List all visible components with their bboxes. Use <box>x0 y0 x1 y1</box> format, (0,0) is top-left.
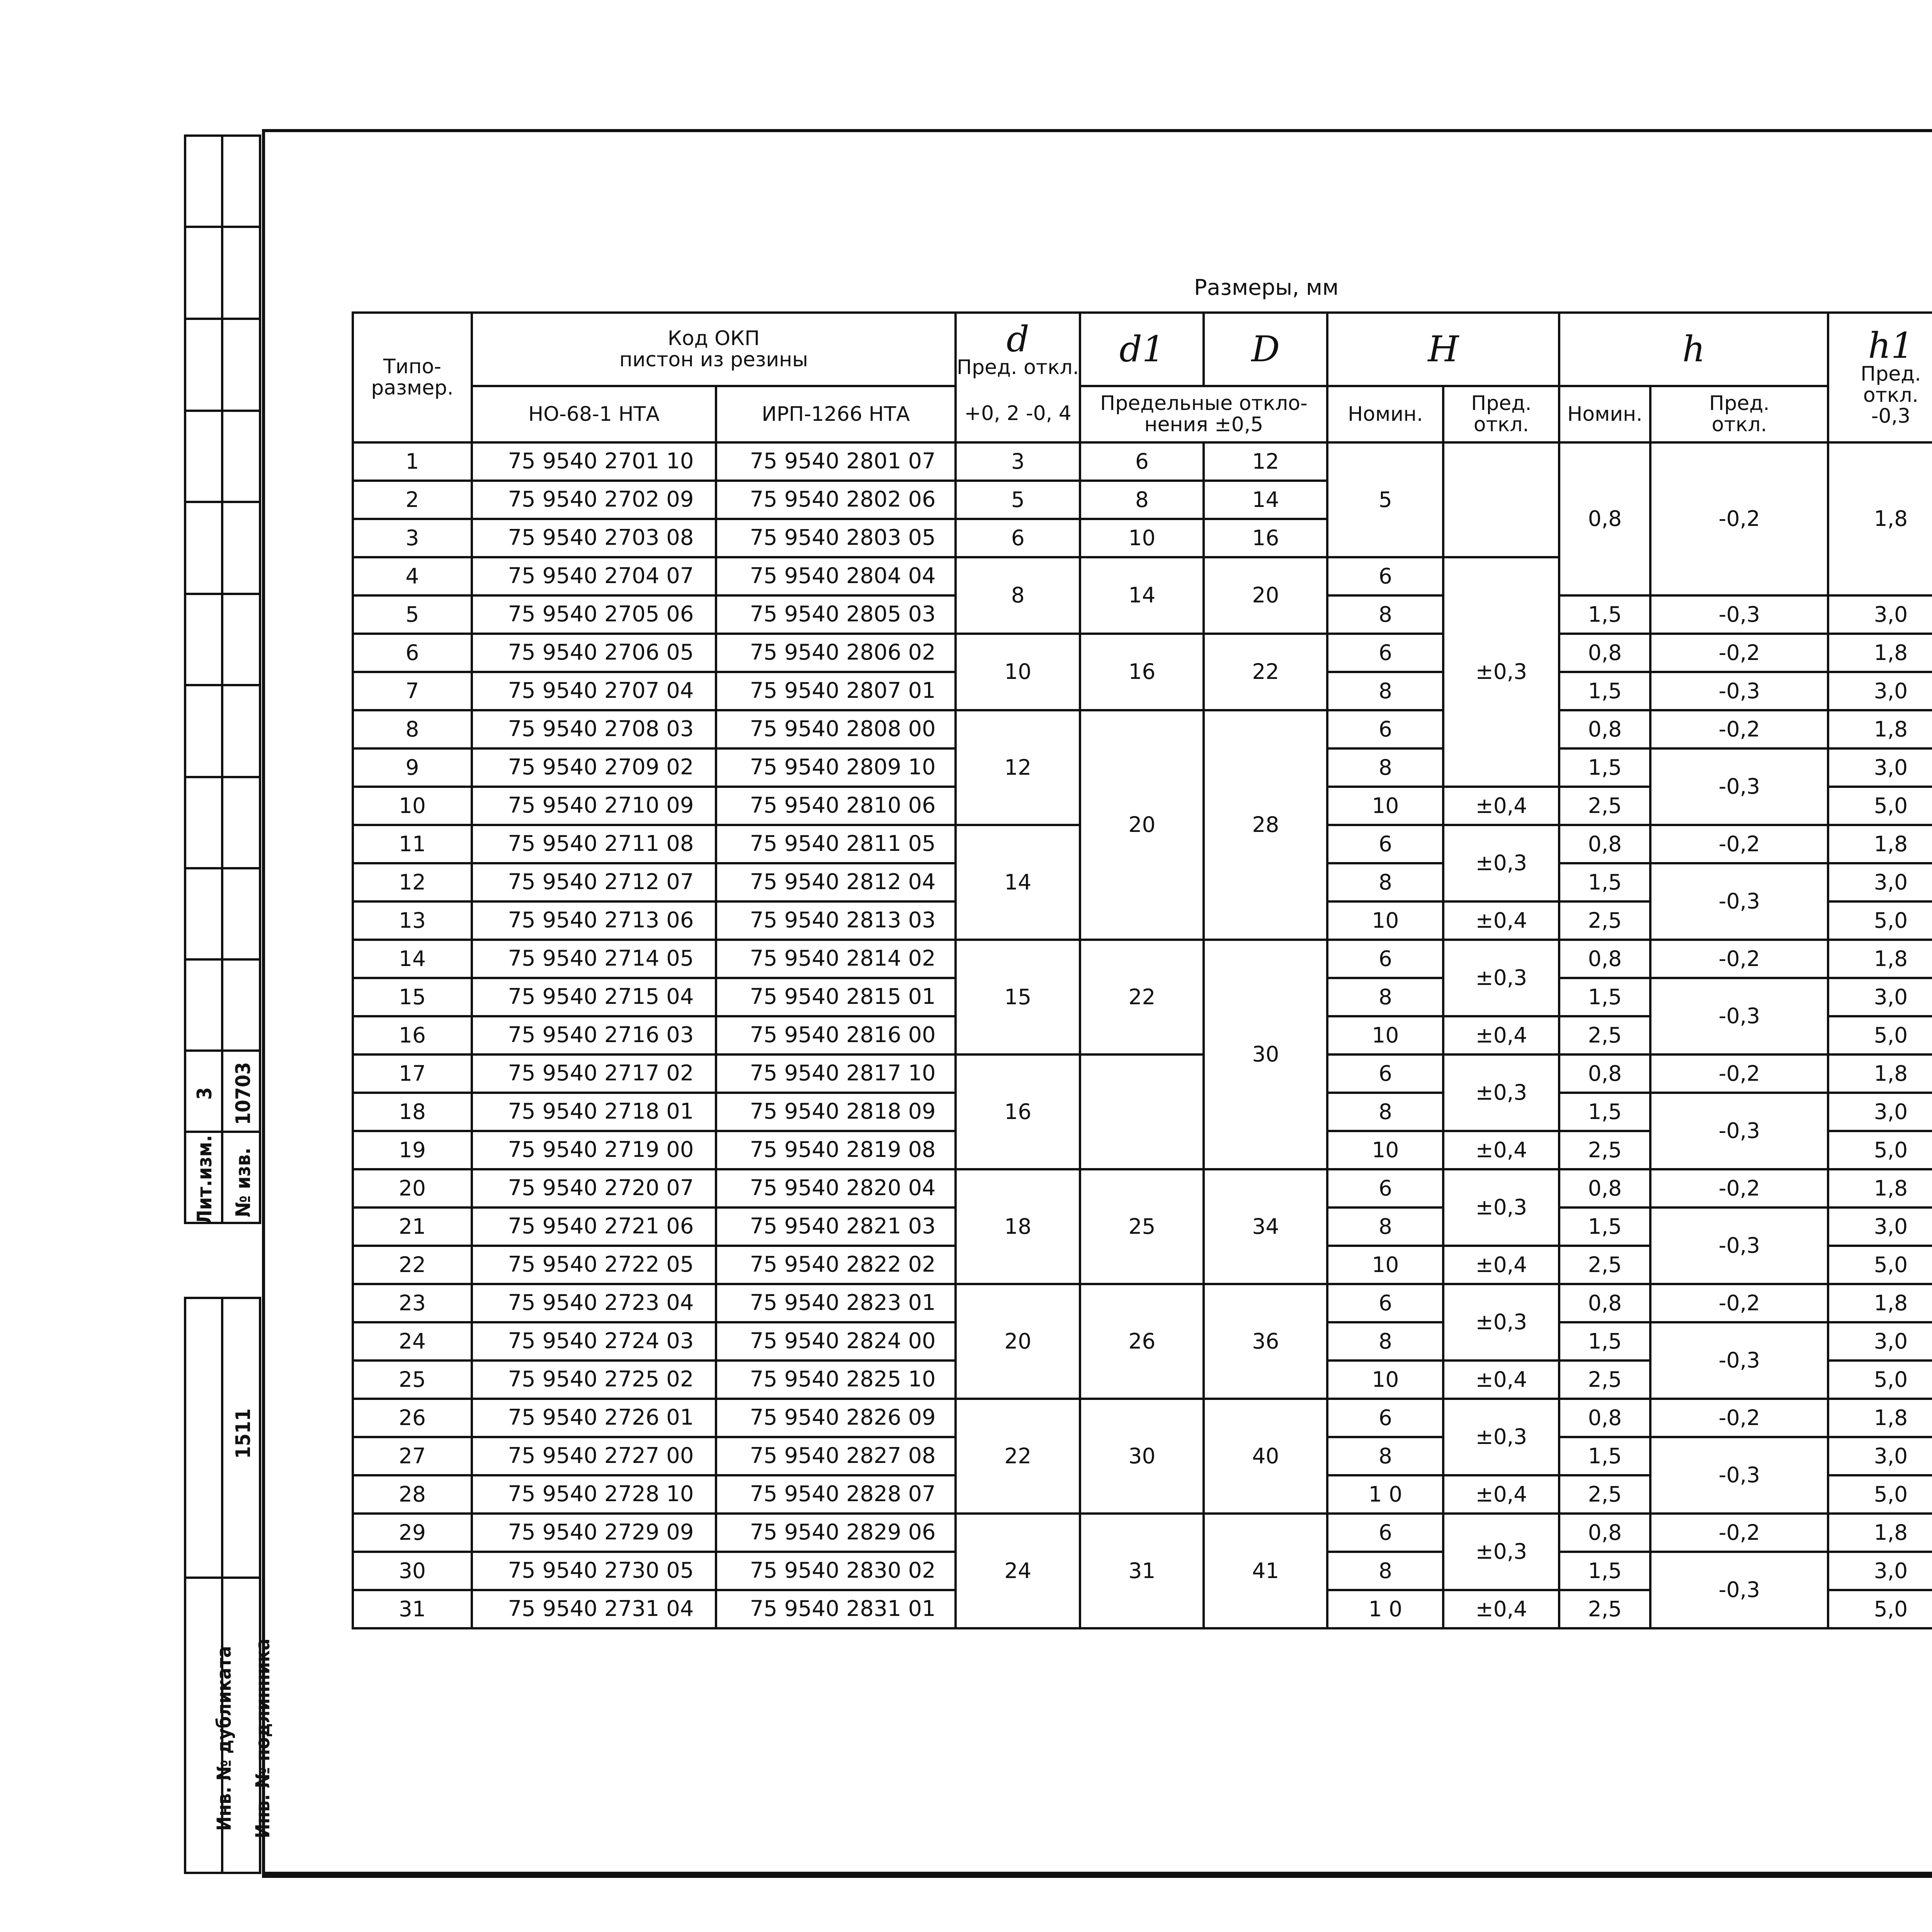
cell-okp-no68: 75 9540 2729 09 <box>472 1514 716 1552</box>
cell-H-tol: ±0,3 <box>1443 1054 1559 1131</box>
cell-H-nom: 6 <box>1327 557 1443 595</box>
cell-h-nom: 1,5 <box>1559 672 1650 710</box>
cell-h1: 3,0 <box>1828 1552 1932 1590</box>
cell-h-tol: -0,3 <box>1650 672 1828 710</box>
cell-type-size: 1 <box>353 442 472 481</box>
cell-okp-no68: 75 9540 2704 07 <box>472 557 716 595</box>
d-tol-value: +0, 2 -0, 4 <box>956 386 1080 442</box>
cell-okp-no68: 75 9540 2720 07 <box>472 1169 716 1208</box>
cell-type-size: 29 <box>353 1514 472 1552</box>
cell-h-tol: -0,3 <box>1650 863 1828 940</box>
cell-type-size: 16 <box>353 1016 472 1054</box>
cell-okp-no68: 75 9540 2709 02 <box>472 748 716 787</box>
cell-type-size: 18 <box>353 1093 472 1131</box>
cell-okp-no68: 75 9540 2717 02 <box>472 1054 716 1093</box>
cell-okp-irp1266: 75 9540 2813 03 <box>716 901 956 940</box>
cell-d1: 20 <box>1080 710 1204 940</box>
D-symbol: D <box>1251 328 1280 370</box>
cell-h1: 3,0 <box>1828 1322 1932 1361</box>
cell-okp-irp1266: 75 9540 2811 05 <box>716 825 956 863</box>
cell-h-nom: 0,8 <box>1559 825 1650 863</box>
cell-okp-no68: 75 9540 2713 06 <box>472 901 716 940</box>
cell-H-tol: ±0,4 <box>1443 1475 1559 1514</box>
cell-h-tol: -0,2 <box>1650 940 1828 978</box>
cell-h1: 1,8 <box>1828 1514 1932 1552</box>
cell-d1: 10 <box>1080 519 1204 557</box>
notice-value: 10703 <box>232 1062 255 1125</box>
cell-okp-no68: 75 9540 2721 06 <box>472 1208 716 1246</box>
cell-H-nom: 8 <box>1327 1322 1443 1361</box>
cell-h1: 1,8 <box>1828 634 1932 672</box>
cell-type-size: 28 <box>353 1475 472 1514</box>
cell-d: 12 <box>956 710 1080 825</box>
cell-h1: 1,8 <box>1828 825 1932 863</box>
cell-h1: 1,8 <box>1828 1054 1932 1093</box>
cell-okp-irp1266: 75 9540 2810 06 <box>716 787 956 825</box>
cell-okp-irp1266: 75 9540 2818 09 <box>716 1093 956 1131</box>
table-row <box>353 1399 1932 1437</box>
cell-h1: 5,0 <box>1828 787 1932 825</box>
cell-h-tol: -0,2 <box>1650 710 1828 748</box>
cell-h-nom: 1,5 <box>1559 1093 1650 1131</box>
cell-okp-no68: 75 9540 2723 04 <box>472 1284 716 1322</box>
cell-okp-no68: 75 9540 2711 08 <box>472 825 716 863</box>
dD-tol: Предельные откло- нения ±0,5 <box>1080 386 1327 442</box>
cell-okp-irp1266: 75 9540 2802 06 <box>716 481 956 519</box>
cell-okp-irp1266: 75 9540 2821 03 <box>716 1208 956 1246</box>
cell-h1: 5,0 <box>1828 1475 1932 1514</box>
cell-H-nom: 6 <box>1327 825 1443 863</box>
cell-d1: 25 <box>1080 1169 1204 1284</box>
cell-h-tol: -0,3 <box>1650 595 1828 634</box>
table-row <box>353 710 1932 748</box>
cell-H-tol: ±0,4 <box>1443 1590 1559 1628</box>
table-row <box>353 1054 1932 1093</box>
cell-h-tol: -0,2 <box>1650 1284 1828 1322</box>
cell-H-tol: ±0,3 <box>1443 557 1559 787</box>
cell-d1: 6 <box>1080 442 1204 481</box>
cell-okp-no68: 75 9540 2718 01 <box>472 1093 716 1131</box>
cell-H-nom: 8 <box>1327 863 1443 901</box>
H-tol: Пред. откл. <box>1443 386 1559 442</box>
cell-type-size: 8 <box>353 710 472 748</box>
cell-h1: 3,0 <box>1828 1093 1932 1131</box>
cell-h1: 5,0 <box>1828 1131 1932 1169</box>
cell-type-size: 14 <box>353 940 472 978</box>
cell-type-size: 22 <box>353 1246 472 1284</box>
cell-okp-no68: 75 9540 2715 04 <box>472 978 716 1016</box>
cell-okp-no68: 75 9540 2724 03 <box>472 1322 716 1361</box>
cell-H-nom: 6 <box>1327 940 1443 978</box>
d-tol-label: Пред. откл. <box>957 356 1079 379</box>
cell-h-nom: 2,5 <box>1559 1590 1650 1628</box>
cell-okp-no68: 75 9540 2728 10 <box>472 1475 716 1514</box>
col-d-head <box>956 313 1080 386</box>
cell-H-nom: 5 <box>1327 442 1443 557</box>
cell-D: 36 <box>1204 1284 1327 1399</box>
cell-type-size: 11 <box>353 825 472 863</box>
cell-H-nom: 6 <box>1327 634 1443 672</box>
cell-d: 24 <box>956 1514 1080 1628</box>
cell-H-nom: 10 <box>1327 1016 1443 1054</box>
col-H-head <box>1327 313 1559 386</box>
cell-H-nom: 8 <box>1327 1552 1443 1590</box>
cell-H-tol: ±0,4 <box>1443 1246 1559 1284</box>
cell-d: 10 <box>956 634 1080 710</box>
cell-okp-irp1266: 75 9540 2812 04 <box>716 863 956 901</box>
cell-type-size: 31 <box>353 1590 472 1628</box>
cell-h-nom: 0,8 <box>1559 634 1650 672</box>
h1-symbol: h1 <box>1868 325 1914 367</box>
cell-okp-irp1266: 75 9540 2807 01 <box>716 672 956 710</box>
cell-d: 6 <box>956 519 1080 557</box>
cell-D: 28 <box>1204 710 1327 940</box>
cell-okp-irp1266: 75 9540 2814 02 <box>716 940 956 978</box>
cell-d: 5 <box>956 481 1080 519</box>
cell-okp-irp1266: 75 9540 2829 06 <box>716 1514 956 1552</box>
cell-type-size: 27 <box>353 1437 472 1475</box>
cell-h-nom: 1,5 <box>1559 748 1650 787</box>
cell-okp-irp1266: 75 9540 2801 07 <box>716 442 956 481</box>
cell-D: 20 <box>1204 557 1327 634</box>
cell-h-nom: 2,5 <box>1559 1361 1650 1399</box>
cell-D: 34 <box>1204 1169 1327 1284</box>
table-row <box>353 634 1932 672</box>
cell-okp-irp1266: 75 9540 2822 02 <box>716 1246 956 1284</box>
cell-H-nom: 6 <box>1327 710 1443 748</box>
cell-h-tol: -0,3 <box>1650 1552 1828 1628</box>
cell-h-nom: 0,8 <box>1559 442 1650 595</box>
cell-h-nom: 1,5 <box>1559 1208 1650 1246</box>
cell-H-nom: 10 <box>1327 1131 1443 1169</box>
cell-okp-irp1266: 75 9540 2827 08 <box>716 1437 956 1475</box>
cell-h1: 3,0 <box>1828 1437 1932 1475</box>
cell-H-nom: 8 <box>1327 1437 1443 1475</box>
cell-H-nom: 10 <box>1327 787 1443 825</box>
cell-okp-irp1266: 75 9540 2830 02 <box>716 1552 956 1590</box>
cell-h-tol: -0,3 <box>1650 978 1828 1054</box>
cell-h1: 3,0 <box>1828 748 1932 787</box>
cell-h-tol: -0,2 <box>1650 1399 1828 1437</box>
cell-h-nom: 0,8 <box>1559 710 1650 748</box>
cell-okp-no68: 75 9540 2716 03 <box>472 1016 716 1054</box>
cell-h-nom: 1,5 <box>1559 1552 1650 1590</box>
dup-number: 1511 <box>232 1408 255 1459</box>
H-nom: Номин. <box>1327 386 1443 442</box>
cell-d: 16 <box>956 1054 1080 1169</box>
cell-H-tol: ±0,4 <box>1443 1361 1559 1399</box>
table-row <box>353 442 1932 481</box>
cell-okp-irp1266: 75 9540 2815 01 <box>716 978 956 1016</box>
cell-h-tol: -0,2 <box>1650 634 1828 672</box>
cell-okp-irp1266: 75 9540 2824 00 <box>716 1322 956 1361</box>
cell-h-nom: 0,8 <box>1559 940 1650 978</box>
cell-d: 18 <box>956 1169 1080 1284</box>
cell-h-nom: 0,8 <box>1559 1514 1650 1552</box>
cell-okp-irp1266: 75 9540 2820 04 <box>716 1169 956 1208</box>
cell-h1: 3,0 <box>1828 863 1932 901</box>
cell-okp-no68: 75 9540 2722 05 <box>472 1246 716 1284</box>
cell-d: 3 <box>956 442 1080 481</box>
cell-H-nom: 6 <box>1327 1284 1443 1322</box>
cell-okp-no68: 75 9540 2726 01 <box>472 1399 716 1437</box>
cell-d: 15 <box>956 940 1080 1054</box>
cell-H-nom: 8 <box>1327 978 1443 1016</box>
cell-H-nom: 1 0 <box>1327 1475 1443 1514</box>
cell-h-tol: -0,2 <box>1650 1054 1828 1093</box>
d-symbol: d <box>1006 318 1029 360</box>
cell-H-nom: 6 <box>1327 1054 1443 1093</box>
cell-h1: 5,0 <box>1828 1246 1932 1284</box>
cell-H-nom: 10 <box>1327 1246 1443 1284</box>
cell-h1: 1,8 <box>1828 710 1932 748</box>
units-label: Размеры, мм <box>1194 275 1339 300</box>
cell-H-nom: 8 <box>1327 748 1443 787</box>
cell-okp-no68: 75 9540 2701 10 <box>472 442 716 481</box>
cell-h1: 1,8 <box>1828 1284 1932 1322</box>
cell-okp-no68: 75 9540 2705 06 <box>472 595 716 634</box>
cell-H-tol: ±0,3 <box>1443 1399 1559 1475</box>
cell-type-size: 7 <box>353 672 472 710</box>
cell-okp-no68: 75 9540 2725 02 <box>472 1361 716 1399</box>
cell-okp-irp1266: 75 9540 2808 00 <box>716 710 956 748</box>
d1-symbol: d1 <box>1119 328 1165 370</box>
cell-h-tol: -0,2 <box>1650 1514 1828 1552</box>
cell-D: 12 <box>1204 442 1327 481</box>
cell-h-tol: -0,3 <box>1650 1322 1828 1399</box>
cell-okp-irp1266: 75 9540 2826 09 <box>716 1399 956 1437</box>
cell-h-tol: -0,2 <box>1650 825 1828 863</box>
cell-H-nom: 8 <box>1327 672 1443 710</box>
cell-type-size: 3 <box>353 519 472 557</box>
cell-okp-no68: 75 9540 2727 00 <box>472 1437 716 1475</box>
col-type-size: Типо- размер. <box>353 313 472 442</box>
cell-H-tol: ±0,4 <box>1443 787 1559 825</box>
cell-okp-irp1266: 75 9540 2809 10 <box>716 748 956 787</box>
cell-D: 16 <box>1204 519 1327 557</box>
cell-okp-irp1266: 75 9540 2817 10 <box>716 1054 956 1093</box>
cell-type-size: 9 <box>353 748 472 787</box>
cell-h-tol: -0,3 <box>1650 1208 1828 1284</box>
H-symbol: H <box>1428 328 1459 370</box>
dup-label: Инв. № дубликата <box>213 1646 235 1831</box>
cell-H-tol <box>1443 442 1559 557</box>
cell-okp-no68: 75 9540 2706 05 <box>472 634 716 672</box>
cell-okp-no68: 75 9540 2719 00 <box>472 1131 716 1169</box>
cell-d1: 14 <box>1080 557 1204 634</box>
cell-okp-irp1266: 75 9540 2819 08 <box>716 1131 956 1169</box>
cell-H-nom: 8 <box>1327 1208 1443 1246</box>
col-h1-head <box>1828 313 1932 442</box>
cell-D: 30 <box>1204 940 1327 1169</box>
spec-table <box>352 311 1932 1629</box>
cell-h-tol: -0,2 <box>1650 442 1828 595</box>
cell-h-nom: 1,5 <box>1559 1322 1650 1361</box>
cell-type-size: 20 <box>353 1169 472 1208</box>
cell-H-tol: ±0,4 <box>1443 1131 1559 1169</box>
cell-h1: 1,8 <box>1828 442 1932 595</box>
cell-type-size: 19 <box>353 1131 472 1169</box>
cell-H-nom: 6 <box>1327 1514 1443 1552</box>
cell-h-nom: 2,5 <box>1559 1016 1650 1054</box>
cell-h-nom: 2,5 <box>1559 787 1650 825</box>
cell-h1: 3,0 <box>1828 978 1932 1016</box>
cell-h1: 3,0 <box>1828 595 1932 634</box>
cell-d: 20 <box>956 1284 1080 1399</box>
cell-okp-no68: 75 9540 2708 03 <box>472 710 716 748</box>
cell-h1: 5,0 <box>1828 1590 1932 1628</box>
cell-type-size: 23 <box>353 1284 472 1322</box>
cell-okp-no68: 75 9540 2712 07 <box>472 863 716 901</box>
cell-h-nom: 1,5 <box>1559 1437 1650 1475</box>
cell-h-tol: -0,3 <box>1650 1437 1828 1514</box>
cell-okp-no68: 75 9540 2710 09 <box>472 787 716 825</box>
cell-H-tol: ±0,4 <box>1443 1016 1559 1054</box>
cell-type-size: 21 <box>353 1208 472 1246</box>
h1-tol: Пред. откл. -0,3 <box>1861 362 1921 428</box>
cell-h1: 1,8 <box>1828 940 1932 978</box>
okp-col1: НО-68-1 НТА <box>472 386 716 442</box>
cell-d1: 26 <box>1080 1284 1204 1399</box>
orig-label: Инв. № подлинника <box>252 1638 274 1838</box>
cell-h-nom: 2,5 <box>1559 1246 1650 1284</box>
cell-d1: 31 <box>1080 1514 1204 1628</box>
cell-d1: 8 <box>1080 481 1204 519</box>
cell-D: 40 <box>1204 1399 1327 1514</box>
cell-h-tol: -0,3 <box>1650 1093 1828 1169</box>
cell-h-nom: 0,8 <box>1559 1169 1650 1208</box>
cell-h-nom: 0,8 <box>1559 1284 1650 1322</box>
cell-okp-no68: 75 9540 2731 04 <box>472 1590 716 1628</box>
cell-H-tol: ±0,4 <box>1443 901 1559 940</box>
cell-okp-no68: 75 9540 2707 04 <box>472 672 716 710</box>
cell-okp-irp1266: 75 9540 2805 03 <box>716 595 956 634</box>
cell-H-nom: 8 <box>1327 595 1443 634</box>
cell-h-nom: 0,8 <box>1559 1399 1650 1437</box>
col-d1-head <box>1080 313 1204 386</box>
cell-type-size: 26 <box>353 1399 472 1437</box>
cell-H-nom: 10 <box>1327 1361 1443 1399</box>
okp-col2: ИРП-1266 НТА <box>716 386 956 442</box>
h-nom: Номин. <box>1559 386 1650 442</box>
cell-d1: 22 <box>1080 940 1204 1054</box>
cell-d: 14 <box>956 825 1080 940</box>
cell-okp-no68: 75 9540 2702 09 <box>472 481 716 519</box>
cell-d: 8 <box>956 557 1080 634</box>
table-row <box>353 940 1932 978</box>
cell-type-size: 15 <box>353 978 472 1016</box>
cell-H-nom: 6 <box>1327 1169 1443 1208</box>
col-okp: Код ОКП пистон из резины <box>472 313 956 386</box>
cell-H-nom: 8 <box>1327 1093 1443 1131</box>
cell-okp-irp1266: 75 9540 2803 05 <box>716 519 956 557</box>
cell-H-nom: 10 <box>1327 901 1443 940</box>
cell-h1: 5,0 <box>1828 1361 1932 1399</box>
cell-d1 <box>1080 1054 1204 1169</box>
cell-h-nom: 1,5 <box>1559 595 1650 634</box>
cell-H-tol: ±0,3 <box>1443 940 1559 1016</box>
cell-h-nom: 0,8 <box>1559 1054 1650 1093</box>
rev-value: 3 <box>193 1087 216 1100</box>
cell-h-nom: 2,5 <box>1559 1475 1650 1514</box>
cell-H-tol: ±0,3 <box>1443 825 1559 901</box>
rev-label: Лит.изм. <box>193 1135 216 1225</box>
cell-okp-irp1266: 75 9540 2831 01 <box>716 1590 956 1628</box>
cell-type-size: 13 <box>353 901 472 940</box>
cell-okp-no68: 75 9540 2703 08 <box>472 519 716 557</box>
cell-h1: 5,0 <box>1828 901 1932 940</box>
cell-type-size: 30 <box>353 1552 472 1590</box>
cell-d: 22 <box>956 1399 1080 1514</box>
cell-okp-irp1266: 75 9540 2823 01 <box>716 1284 956 1322</box>
cell-h-nom: 1,5 <box>1559 978 1650 1016</box>
cell-h-tol: -0,3 <box>1650 748 1828 825</box>
cell-type-size: 2 <box>353 481 472 519</box>
spec-body <box>353 442 1932 1628</box>
notice-label: № изв. <box>232 1148 255 1217</box>
page-frame-shadow <box>262 1872 1932 1878</box>
cell-D: 41 <box>1204 1514 1327 1628</box>
table-row <box>353 1169 1932 1208</box>
col-D-head <box>1204 313 1327 386</box>
cell-okp-irp1266: 75 9540 2804 04 <box>716 557 956 595</box>
h-symbol: h <box>1682 328 1706 370</box>
cell-h-nom: 2,5 <box>1559 901 1650 940</box>
cell-H-tol: ±0,3 <box>1443 1514 1559 1590</box>
cell-type-size: 6 <box>353 634 472 672</box>
cell-okp-irp1266: 75 9540 2816 00 <box>716 1016 956 1054</box>
cell-okp-irp1266: 75 9540 2825 10 <box>716 1361 956 1399</box>
cell-type-size: 24 <box>353 1322 472 1361</box>
cell-d1: 30 <box>1080 1399 1204 1514</box>
cell-h-nom: 1,5 <box>1559 863 1650 901</box>
cell-type-size: 10 <box>353 787 472 825</box>
cell-type-size: 12 <box>353 863 472 901</box>
table-row <box>353 1514 1932 1552</box>
cell-h-nom: 2,5 <box>1559 1131 1650 1169</box>
cell-H-tol: ±0,3 <box>1443 1169 1559 1246</box>
cell-h1: 1,8 <box>1828 1399 1932 1437</box>
cell-type-size: 4 <box>353 557 472 595</box>
cell-okp-no68: 75 9540 2714 05 <box>472 940 716 978</box>
cell-H-nom: 1 0 <box>1327 1590 1443 1628</box>
cell-H-tol: ±0,3 <box>1443 1284 1559 1361</box>
cell-type-size: 25 <box>353 1361 472 1399</box>
cell-type-size: 5 <box>353 595 472 634</box>
cell-okp-irp1266: 75 9540 2828 07 <box>716 1475 956 1514</box>
cell-okp-no68: 75 9540 2730 05 <box>472 1552 716 1590</box>
cell-h1: 3,0 <box>1828 672 1932 710</box>
cell-D: 14 <box>1204 481 1327 519</box>
h-tol: Пред. откл. <box>1650 386 1828 442</box>
cell-H-nom: 6 <box>1327 1399 1443 1437</box>
col-h-head <box>1559 313 1828 386</box>
cell-h1: 5,0 <box>1828 1016 1932 1054</box>
cell-d1: 16 <box>1080 634 1204 710</box>
cell-h1: 3,0 <box>1828 1208 1932 1246</box>
cell-h1: 1,8 <box>1828 1169 1932 1208</box>
cell-D: 22 <box>1204 634 1327 710</box>
table-row <box>353 1284 1932 1322</box>
cell-h-tol: -0,2 <box>1650 1169 1828 1208</box>
cell-okp-irp1266: 75 9540 2806 02 <box>716 634 956 672</box>
cell-type-size: 17 <box>353 1054 472 1093</box>
